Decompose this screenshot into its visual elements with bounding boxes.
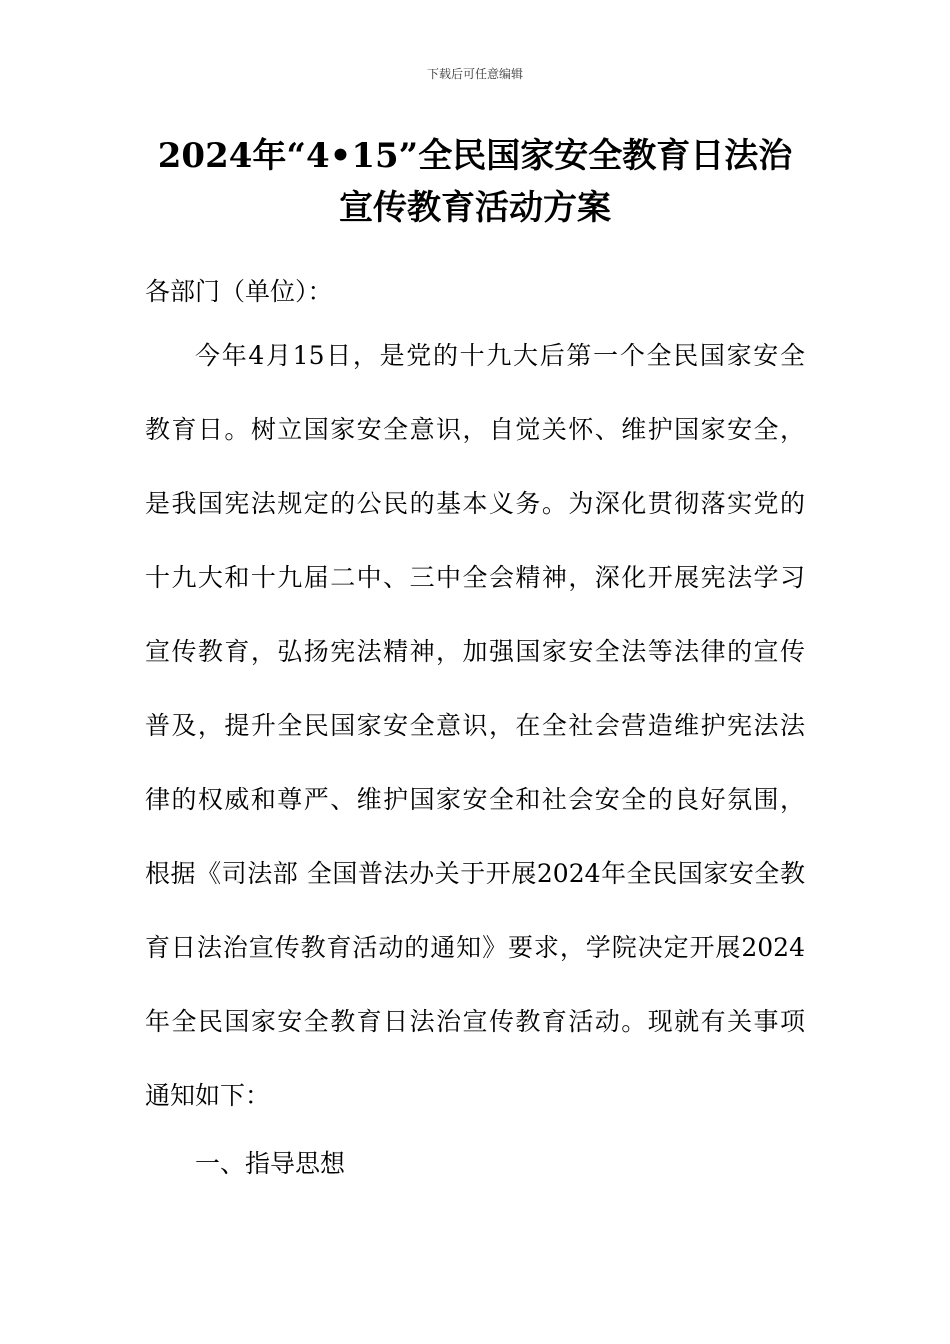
section-heading: 一、指导思想: [195, 1149, 346, 1178]
body-line: 教育日。树立国家安全意识，自觉关怀、维护国家安全，: [145, 415, 805, 444]
body-line: 年全民国家安全教育日法治宣传教育活动。现就有关事项: [145, 1007, 805, 1036]
salutation: 各部门（单位）：: [145, 277, 333, 306]
body-line: 宣传教育，弘扬宪法精神，加强国家安全法等法律的宣传: [145, 637, 805, 666]
body-line: 根据《司法部 全国普法办关于开展2024年全民国家安全教: [145, 859, 805, 888]
body-line: 通知如下：: [145, 1081, 271, 1110]
document-title-line-2: 宣传教育活动方案: [339, 188, 611, 228]
header-note: 下载后可任意编辑: [426, 67, 523, 81]
body-line: 律的权威和尊严、维护国家安全和社会安全的良好氛围，: [145, 785, 805, 814]
body-line: 十九大和十九届二中、三中全会精神，深化开展宪法学习: [145, 563, 805, 592]
body-line: 普及，提升全民国家安全意识，在全社会营造维护宪法法: [145, 711, 805, 740]
document-title-line-1: 2024年“4•15”全民国家安全教育日法治: [157, 136, 793, 176]
body-line: 育日法治宣传教育活动的通知》要求，学院决定开展2024: [145, 933, 805, 962]
body-line: 是我国宪法规定的公民的基本义务。为深化贯彻落实党的: [145, 489, 805, 518]
body-line: 今年4月15日，是党的十九大后第一个全民国家安全: [195, 341, 805, 370]
